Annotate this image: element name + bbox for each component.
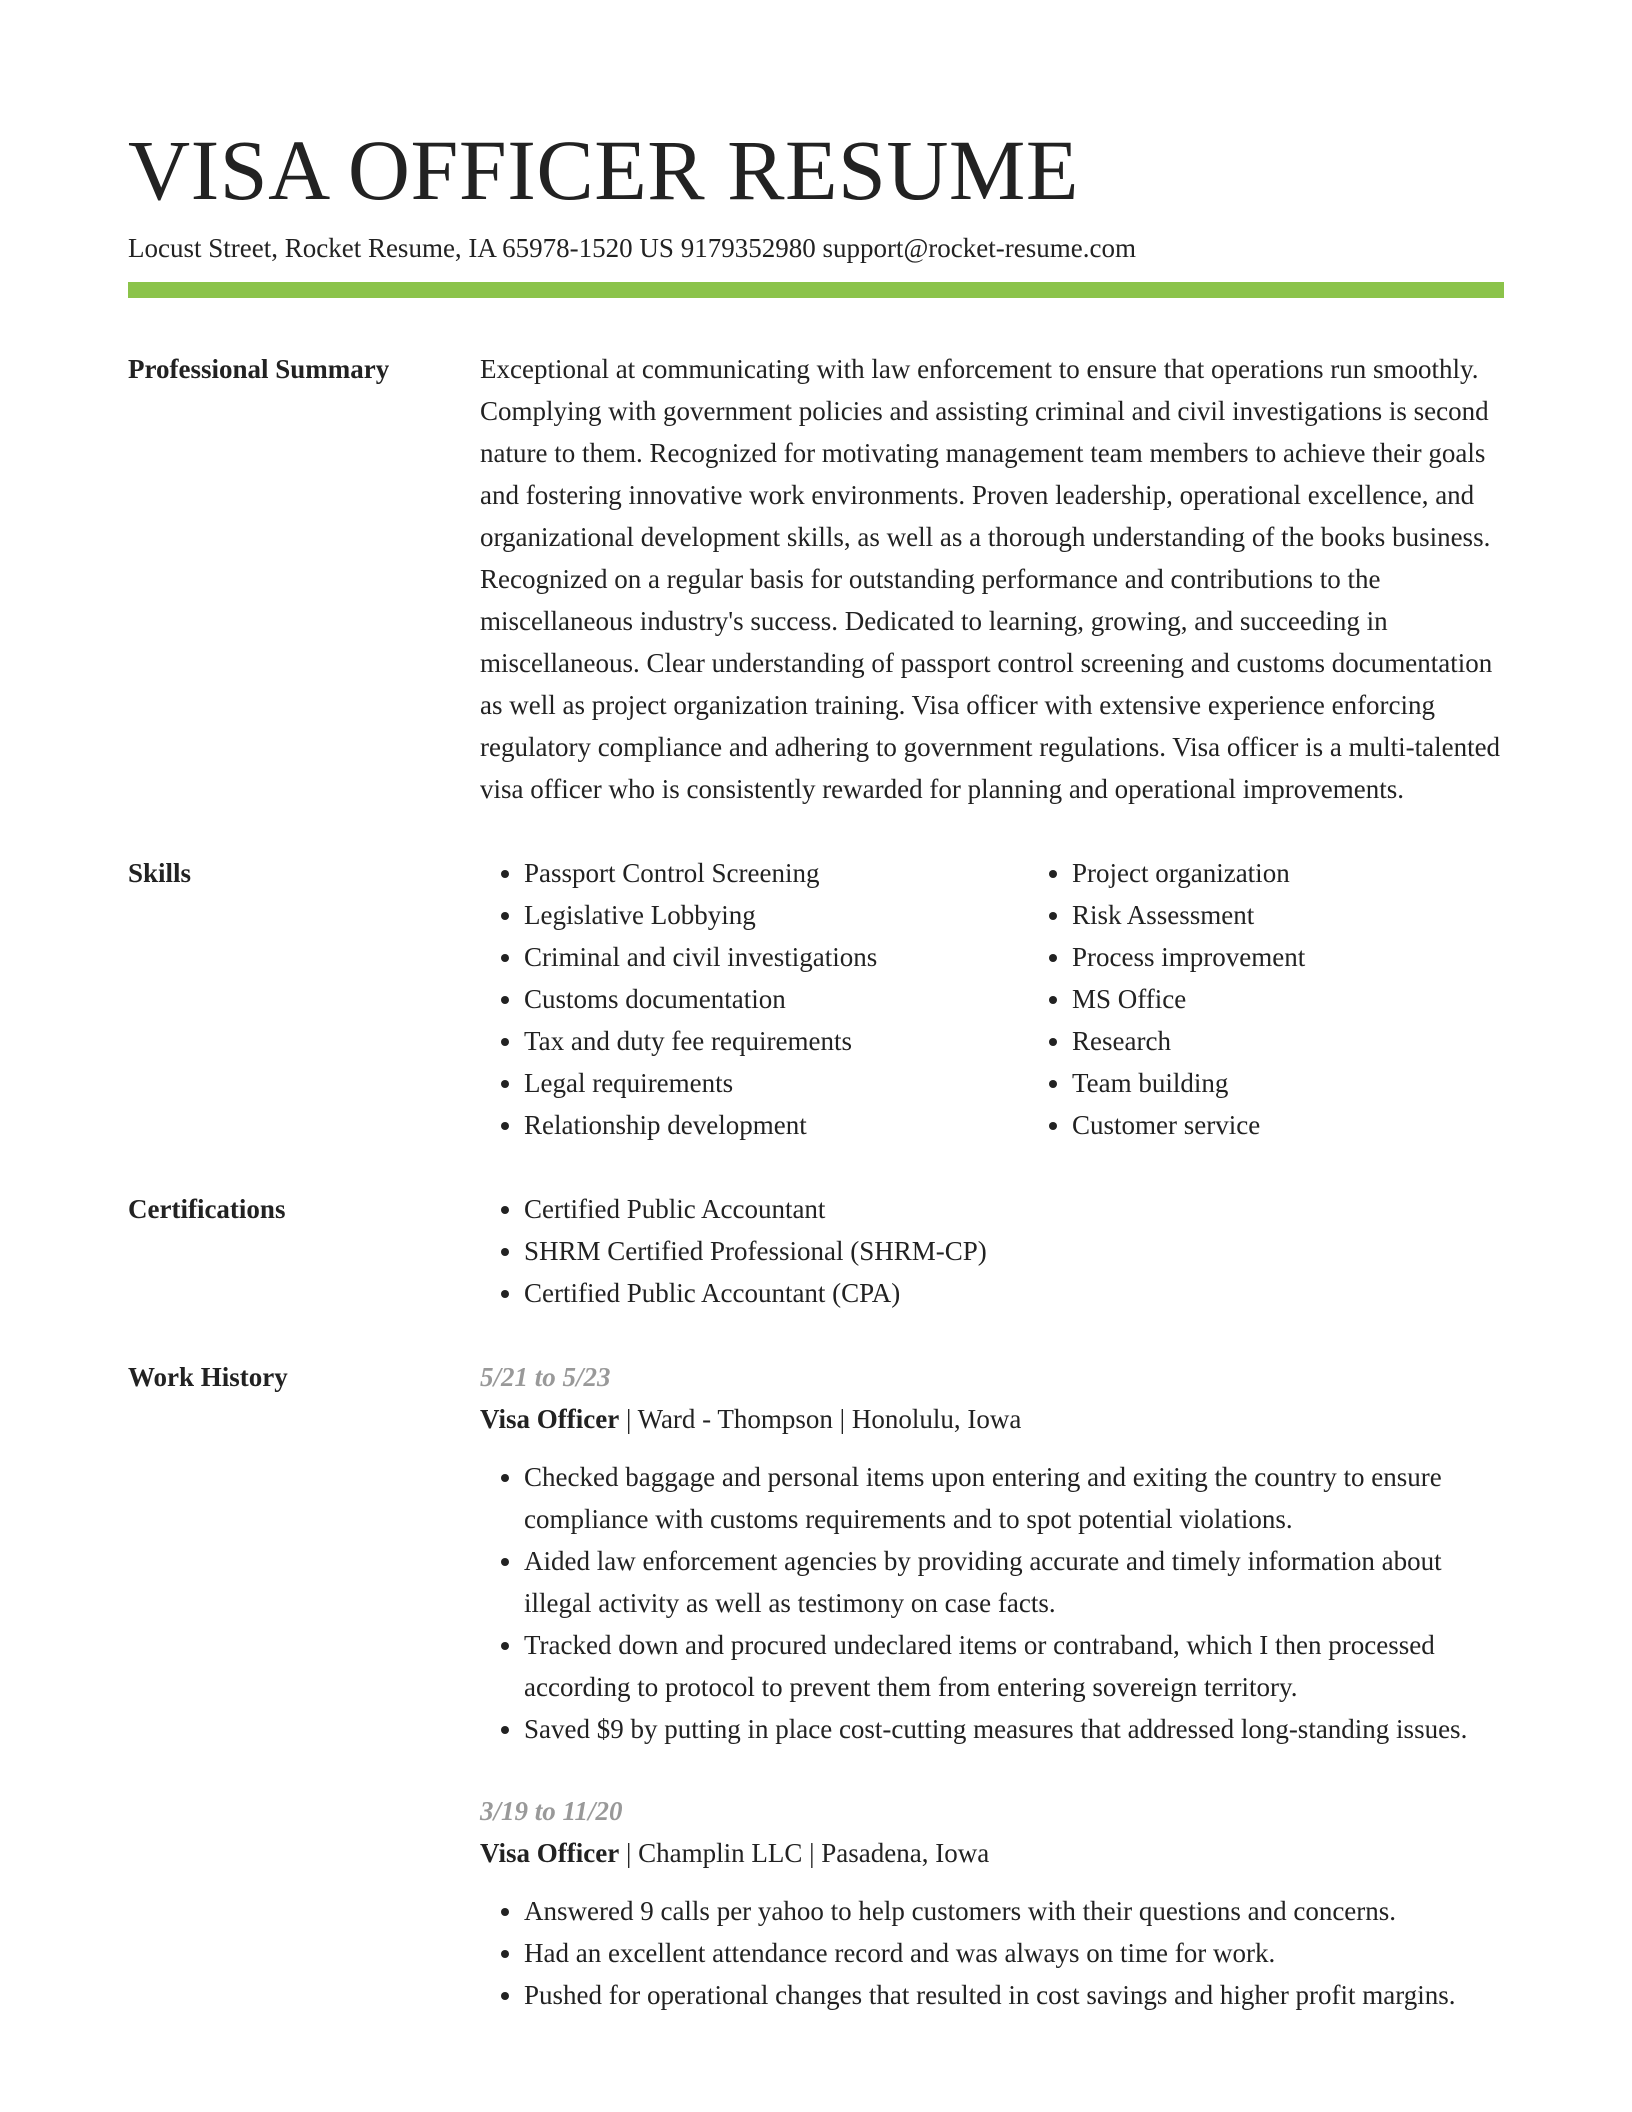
certification-item: • Certified Public Accountant bbox=[524, 1188, 1504, 1230]
skill-item: • Process improvement bbox=[1072, 936, 1576, 978]
contact-line bbox=[128, 230, 1504, 266]
summary-section bbox=[128, 348, 1504, 810]
job-title: Visa Officer bbox=[480, 1404, 620, 1434]
skill-item: • Legal requirements bbox=[524, 1062, 1028, 1104]
skill-item: • Team building bbox=[1072, 1062, 1576, 1104]
skill-item: • Research bbox=[1072, 1020, 1576, 1062]
job-header bbox=[480, 1398, 1504, 1440]
skill-item: • Risk Assessment bbox=[1072, 894, 1576, 936]
accent-divider bbox=[128, 282, 1504, 298]
job-duty: • Pushed for operational changes that resulted in cost savings and higher profit margins. bbox=[524, 1974, 1504, 2016]
skill-item: • Project organization bbox=[1072, 852, 1576, 894]
job-entry bbox=[480, 1790, 1504, 2016]
work-history-section bbox=[128, 1356, 1504, 2056]
job-duty: • Saved $9 by putting in place cost-cutting measures that addressed long-standing issues. bbox=[524, 1708, 1504, 1750]
job-header bbox=[480, 1832, 1504, 1874]
work-history-heading: Work History bbox=[128, 1362, 288, 1392]
job-company-location: | Ward - Thompson | Honolulu, Iowa bbox=[625, 1404, 1022, 1434]
skills-section bbox=[128, 852, 1504, 1146]
certification-item: • SHRM Certified Professional (SHRM-CP) bbox=[524, 1230, 1504, 1272]
skills-columns bbox=[480, 852, 1576, 1146]
job-dates: 5/21 to 5/23 bbox=[480, 1362, 611, 1392]
skill-item: • Criminal and civil investigations bbox=[524, 936, 1028, 978]
job-duty: • Tracked down and procured undeclared items or contraband, which I then processed according to protocol to prevent them from entering sovereign territory. bbox=[524, 1624, 1504, 1708]
job-title: Visa Officer bbox=[480, 1838, 620, 1868]
skill-item: • Customer service bbox=[1072, 1104, 1576, 1146]
contact-address: Locust Street, Rocket Resume, IA 65978-1520 US bbox=[128, 233, 674, 263]
skills-list-left bbox=[480, 852, 1028, 1146]
skill-item: • Relationship development bbox=[524, 1104, 1028, 1146]
certifications-list bbox=[480, 1188, 1504, 1314]
job-duties bbox=[480, 1456, 1504, 1750]
skills-heading: Skills bbox=[128, 858, 192, 888]
summary-heading: Professional Summary bbox=[128, 354, 390, 384]
certification-item: • Certified Public Accountant (CPA) bbox=[524, 1272, 1504, 1314]
skill-item: • Passport Control Screening bbox=[524, 852, 1028, 894]
skill-item: • MS Office bbox=[1072, 978, 1576, 1020]
resume-title: VISA OFFICER RESUME bbox=[128, 122, 1079, 218]
job-duty: • Checked baggage and personal items upon entering and exiting the country to ensure compliance with customs requirements and to spot potential violations. bbox=[524, 1456, 1504, 1540]
contact-phone: 9179352980 bbox=[680, 233, 816, 263]
contact-email: support@rocket-resume.com bbox=[822, 233, 1136, 263]
job-entry bbox=[480, 1356, 1504, 1750]
job-duty: • Aided law enforcement agencies by providing accurate and timely information about illegal activity as well as testimony on case facts. bbox=[524, 1540, 1504, 1624]
skill-item: • Customs documentation bbox=[524, 978, 1028, 1020]
skills-list-right bbox=[1028, 852, 1576, 1146]
job-dates: 3/19 to 11/20 bbox=[480, 1796, 623, 1826]
certifications-heading: Certifications bbox=[128, 1194, 286, 1224]
resume-page bbox=[128, 120, 1504, 2056]
certifications-section bbox=[128, 1188, 1504, 1314]
job-duty: • Answered 9 calls per yahoo to help customers with their questions and concerns. bbox=[524, 1890, 1504, 1932]
summary-text: Exceptional at communicating with law enforcement to ensure that operations run smoothly. Complying with government policies and assisting criminal and civil investigations is second nature to them. Recognized for motivating management team members to achieve their goals and fostering innovative work environments. Proven leadership, operational excellence, and organizational development skills, as well as a thorough understanding of the books business. Recognized on a regular basis for outstanding performance and contributions to the miscellaneous industry's success. Dedicated to learning, growing, and succeeding in miscellaneous. Clear understanding of passport control screening and customs documentation as well as project organization training. Visa officer with extensive experience enforcing regulatory compliance and adhering to government regulations. Visa officer is a multi-talented visa officer who is consistently rewarded for planning and operational improvements. bbox=[480, 354, 1501, 804]
job-duties bbox=[480, 1890, 1504, 2016]
skill-item: • Legislative Lobbying bbox=[524, 894, 1028, 936]
job-company-location: | Champlin LLC | Pasadena, Iowa bbox=[625, 1838, 990, 1868]
skill-item: • Tax and duty fee requirements bbox=[524, 1020, 1028, 1062]
job-duty: • Had an excellent attendance record and was always on time for work. bbox=[524, 1932, 1504, 1974]
